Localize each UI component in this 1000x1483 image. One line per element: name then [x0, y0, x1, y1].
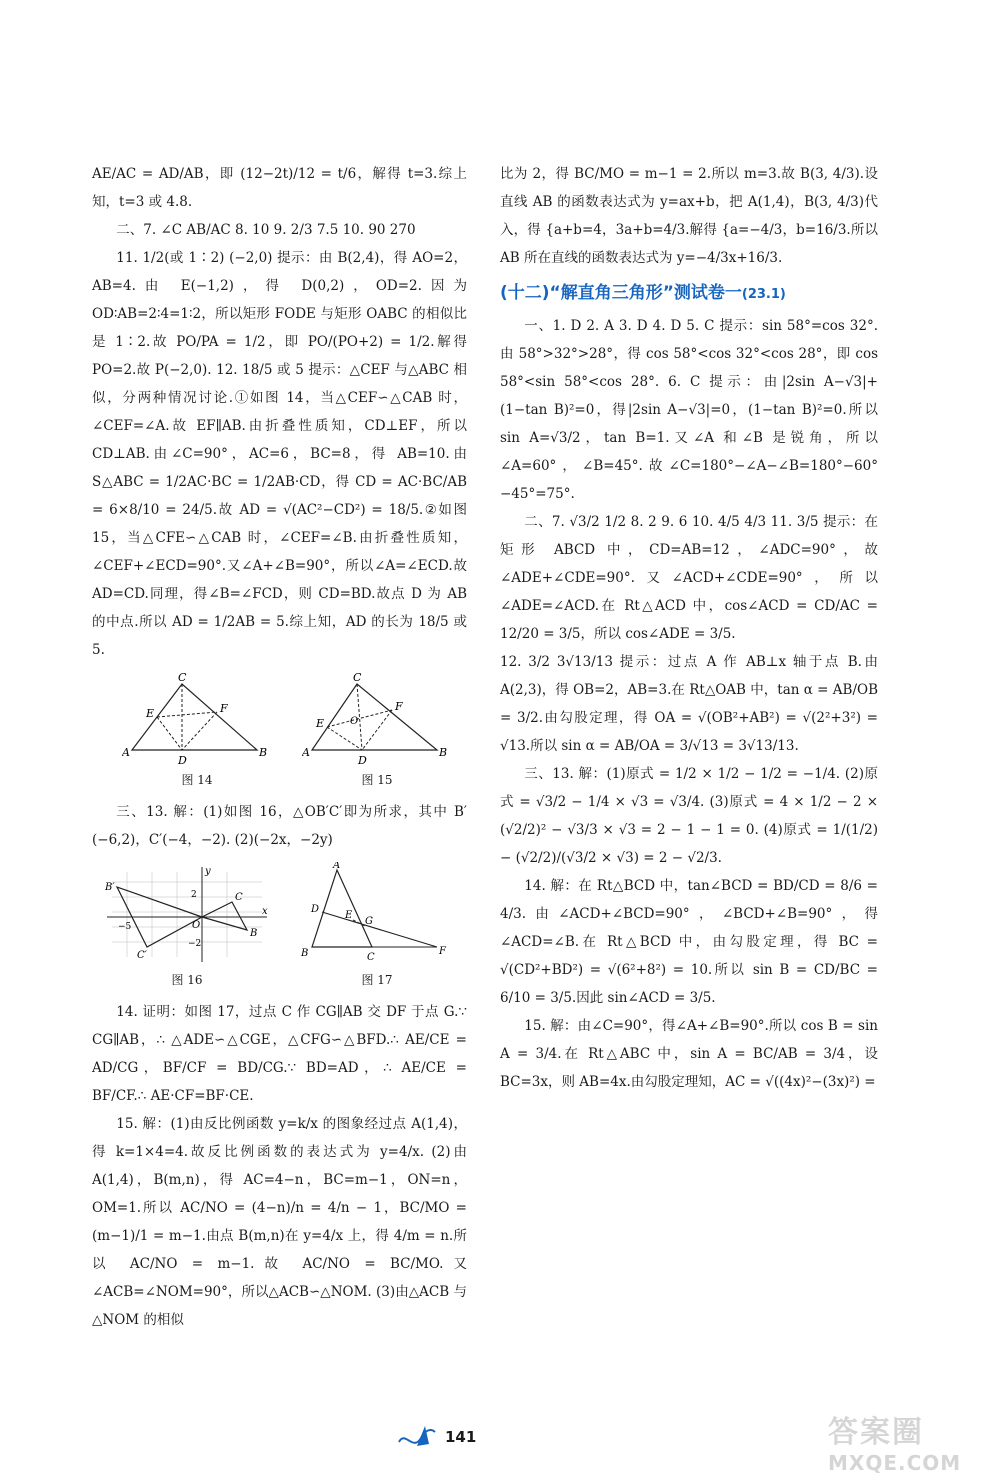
- fig-label-d: D: [358, 754, 367, 767]
- page-number: 141: [445, 1428, 477, 1446]
- fig-label-d: D: [311, 904, 320, 915]
- footer-ornament-icon: [395, 1422, 439, 1452]
- fig-label-e: E: [146, 707, 155, 720]
- text-paragraph: 15. 解：由∠C=90°，得∠A+∠B=90°.所以 cos B = sin A = 3/4.在 Rt△ABC 中，sin A = BC/AB = 3/4，设 BC=3x，则 AB=4x.由勾股定理知，AC = √((4x)²−(3x)²) =: [500, 1018, 878, 1090]
- figure-16-drawing: [102, 862, 272, 972]
- fig-label-e: E: [345, 910, 353, 921]
- text-line: 二、7. ∠C AB/AC 8. 10 9. 2/3 7.5 10. 90 270: [116, 222, 416, 238]
- fig-label-f: F: [439, 946, 446, 957]
- figure-caption: 图 14: [181, 773, 213, 787]
- text-paragraph: 比为 2，得 BC/MO = m−1 = 2.所以 m=3.故 B(3, 4/3).设直线 AB 的函数表达式为 y=ax+b，把 A(1,4)，B(3, 4/3)代入，得 {a+b=4，3a+b=4/3.解得 {a=−4/3，b=16/3.所以 AB 所在直线的函数表达式为 y=−4/3x+16/3.: [500, 166, 878, 266]
- fig-label-e: E: [316, 717, 325, 730]
- fig-label-x: x: [262, 906, 268, 917]
- section-title-text: (十二)“解直角三角形”测试卷一: [500, 283, 742, 303]
- text-paragraph: 15. 解：(1)由反比例函数 y=k/x 的图象经过点 A(1,4)，得 k=1×4=4.故反比例函数的表达式为 y=4/x. (2)由 A(1,4)，B(m,n)，得 AC=4−n，BC=m−1，ON=n，OM=1.所以 AC/NO = (4−n)/n = 4/n − 1，BC/MO = (m−1)/1 = m−1.由点 B(m,n)在 y=4/x 上，得 4/m = n.所以 AC/NO = m−1.故 AC/NO = BC/MO.又∠ACB=∠NOM=90°，所以△ACB∽△NOM. (3)由△ACB 与△NOM 的相似: [92, 1116, 467, 1328]
- watermark-logo: [828, 1407, 988, 1477]
- figure-row-16-17: [92, 862, 467, 992]
- figure-caption: 图 17: [361, 973, 393, 987]
- figure-15-drawing: [302, 672, 452, 772]
- figure-14-drawing: [122, 672, 272, 772]
- figure-14: [122, 672, 272, 788]
- fig-label-neg2: −2: [188, 939, 202, 949]
- fig-label-f: F: [395, 700, 403, 713]
- text-paragraph: 12. 3/2 3√13/13 提示：过点 A 作 AB⊥x 轴于点 B.由 A(2,3)，得 OB=2，AB=3.在 Rt△OAB 中，tan α = AB/OB = 3/2.由勾股定理，得 OA = √(OB²+AB²) = √(2²+3²) = √13.所以 sin α = AB/OA = 3/√13 = 3√13/13.: [500, 654, 878, 754]
- figure-caption: 图 16: [171, 973, 203, 987]
- text-paragraph: 14. 解：在 Rt△BCD 中，tan∠BCD = BD/CD = 8/6 = 4/3.由∠ACD+∠BCD=90°，∠BCD+∠B=90°，得∠ACD=∠B.在 Rt△BCD 中，由勾股定理，得 BC = √(CD²+BD²) = √(6²+8²) = 10.所以 sin B = CD/BC = 6/10 = 3/5.因此 sin∠ACD = 3/5.: [500, 878, 878, 1006]
- fig-label-y: y: [205, 866, 211, 877]
- fig-label-neg5: −5: [118, 922, 132, 932]
- fig-label-c: C: [367, 952, 375, 963]
- fig-label-f: F: [220, 702, 228, 715]
- left-column: [92, 160, 467, 1334]
- right-column: [500, 160, 878, 1096]
- fig-label-g: G: [365, 916, 373, 927]
- section-ref: (23.1): [741, 287, 786, 302]
- fig-label-b: B: [250, 928, 258, 939]
- fig-label-a: A: [122, 746, 130, 759]
- fig-label-c: C: [235, 892, 243, 903]
- text-paragraph: 三、13. 解：(1)原式 = 1/2 × 1/2 − 1/2 = −1/4. (2)原式 = √3/2 − 1/4 × √3 = √3/4. (3)原式 = 4 × 1/2 − 2 × (√2/2)² − √3/3 × √3 = 2 − 1 − 1 = 0. (4)原式 = 1/(1/2) − (√2/2)/(√3/2 × √3) = 2 − √2/3.: [500, 766, 878, 866]
- section-title: [500, 278, 878, 310]
- fig-label-cp: C′: [137, 950, 147, 961]
- watermark-title: 答案圈: [828, 1415, 924, 1450]
- figure-15: [302, 672, 452, 788]
- figure-16: [102, 862, 272, 988]
- text-line: AE/AC = AD/AB，即 (12−2t)/12 = t/6，解得 t=3.综上知，t=3 或 4.8.: [92, 166, 467, 210]
- fig-label-a: A: [333, 862, 341, 871]
- fig-label-c: C: [353, 672, 362, 684]
- text-paragraph: 三、13. 解：(1)如图 16，△OB′C′即为所求，其中 B′(−6,2)，C′(−4，−2). (2)(−2x，−2y): [92, 804, 467, 848]
- fig-label-a: A: [302, 746, 310, 759]
- fig-label-c: C: [178, 672, 187, 684]
- text-paragraph: 14. 证明：如图 17，过点 C 作 CG∥AB 交 DF 于点 G.∵ CG∥AB，∴ △ADE∽△CGE，△CFG∽△BFD.∴ AE/CE = AD/CG，BF/CF = BD/CG.∵ BD=AD，∴ AE/CE = BF/CF.∴ AE·CF=BF·CE.: [92, 1004, 467, 1104]
- fig-label-o: O: [350, 716, 359, 727]
- text-paragraph: 二、7. √3/2 1/2 8. 2 9. 6 10. 4/5 4/3 11. 3/5 提示：在矩形 ABCD 中，CD=AB=12，∠ADC=90°，故∠ADE+∠CDE=90°.又∠ACD+∠CDE=90°，所以∠ADE=∠ACD.在 Rt△ACD 中，cos∠ACD = CD/AC = 12/20 = 3/5，所以 cos∠ADE = 3/5.: [500, 514, 878, 642]
- text-paragraph: 11. 1/2(或 1∶2) (−2,0) 提示：由 B(2,4)，得 AO=2，AB=4.由 E(−1,2)，得 D(0,2)，OD=2.因为 OD∶AB=2∶4=1∶2，所以矩形 FODE 与矩形 OABC 的相似比是 1∶2.故 PO/PA = 1/2，即 PO/(PO+2) = 1/2.解得 PO=2.故 P(−2,0). 12. 18/5 或 5 提示：△CEF 与△ABC 相似，分两种情况讨论.①如图 14，当△CEF∽△CAB 时，∠CEF=∠A.故 EF∥AB.由折叠性质知，CD⊥EF，所以 CD⊥AB.由∠C=90°，AC=6，BC=8，得 AB=10.由 S△ABC = 1/2AC·BC = 1/2AB·CD，得 CD = AC·BC/AB = 6×8/10 = 24/5.故 AD = √(AC²−CD²) = 18/5.②如图 15，当△CFE∽△CAB 时，∠CEF=∠B.由折叠性质知，∠CEF+∠ECD=90°.又∠A+∠B=90°，所以∠A=∠ECD.故 AD=CD.同理，得∠B=∠FCD，则 CD=BD.故点 D 为 AB 的中点.所以 AD = 1/2AB = 5.综上知，AD 的长为 18/5 或 5.: [92, 250, 467, 658]
- text-paragraph: 一、1. D 2. A 3. D 4. D 5. C 提示：sin 58°=cos 32°.由 58°>32°>28°，得 cos 58°<cos 32°<cos 28°，即 cos 58°<sin 58°<cos 28°. 6. C 提示：由|2sin A−√3|+(1−tan B)²=0，得|2sin A−√3|=0，(1−tan B)²=0.所以 sin A=√3/2，tan B=1.又∠A 和∠B 是锐角，所以∠A=60°，∠B=45°.故∠C=180°−∠A−∠B=180°−60°−45°=75°.: [500, 318, 878, 502]
- fig-label-2: 2: [191, 890, 197, 900]
- fig-label-b: B: [259, 746, 268, 759]
- figure-row-14-15: [92, 672, 467, 792]
- fig-label-d: D: [178, 754, 187, 767]
- fig-label-b: B: [439, 746, 448, 759]
- fig-label-o: O: [192, 920, 201, 931]
- figure-caption: 图 15: [361, 773, 393, 787]
- watermark-url: MXQE.COM: [828, 1451, 962, 1475]
- fig-label-bp: B′: [105, 882, 115, 893]
- figure-17-drawing: [297, 862, 457, 972]
- page-footer: [395, 1420, 595, 1460]
- figure-17: [297, 862, 457, 988]
- fig-label-b: B: [301, 948, 309, 959]
